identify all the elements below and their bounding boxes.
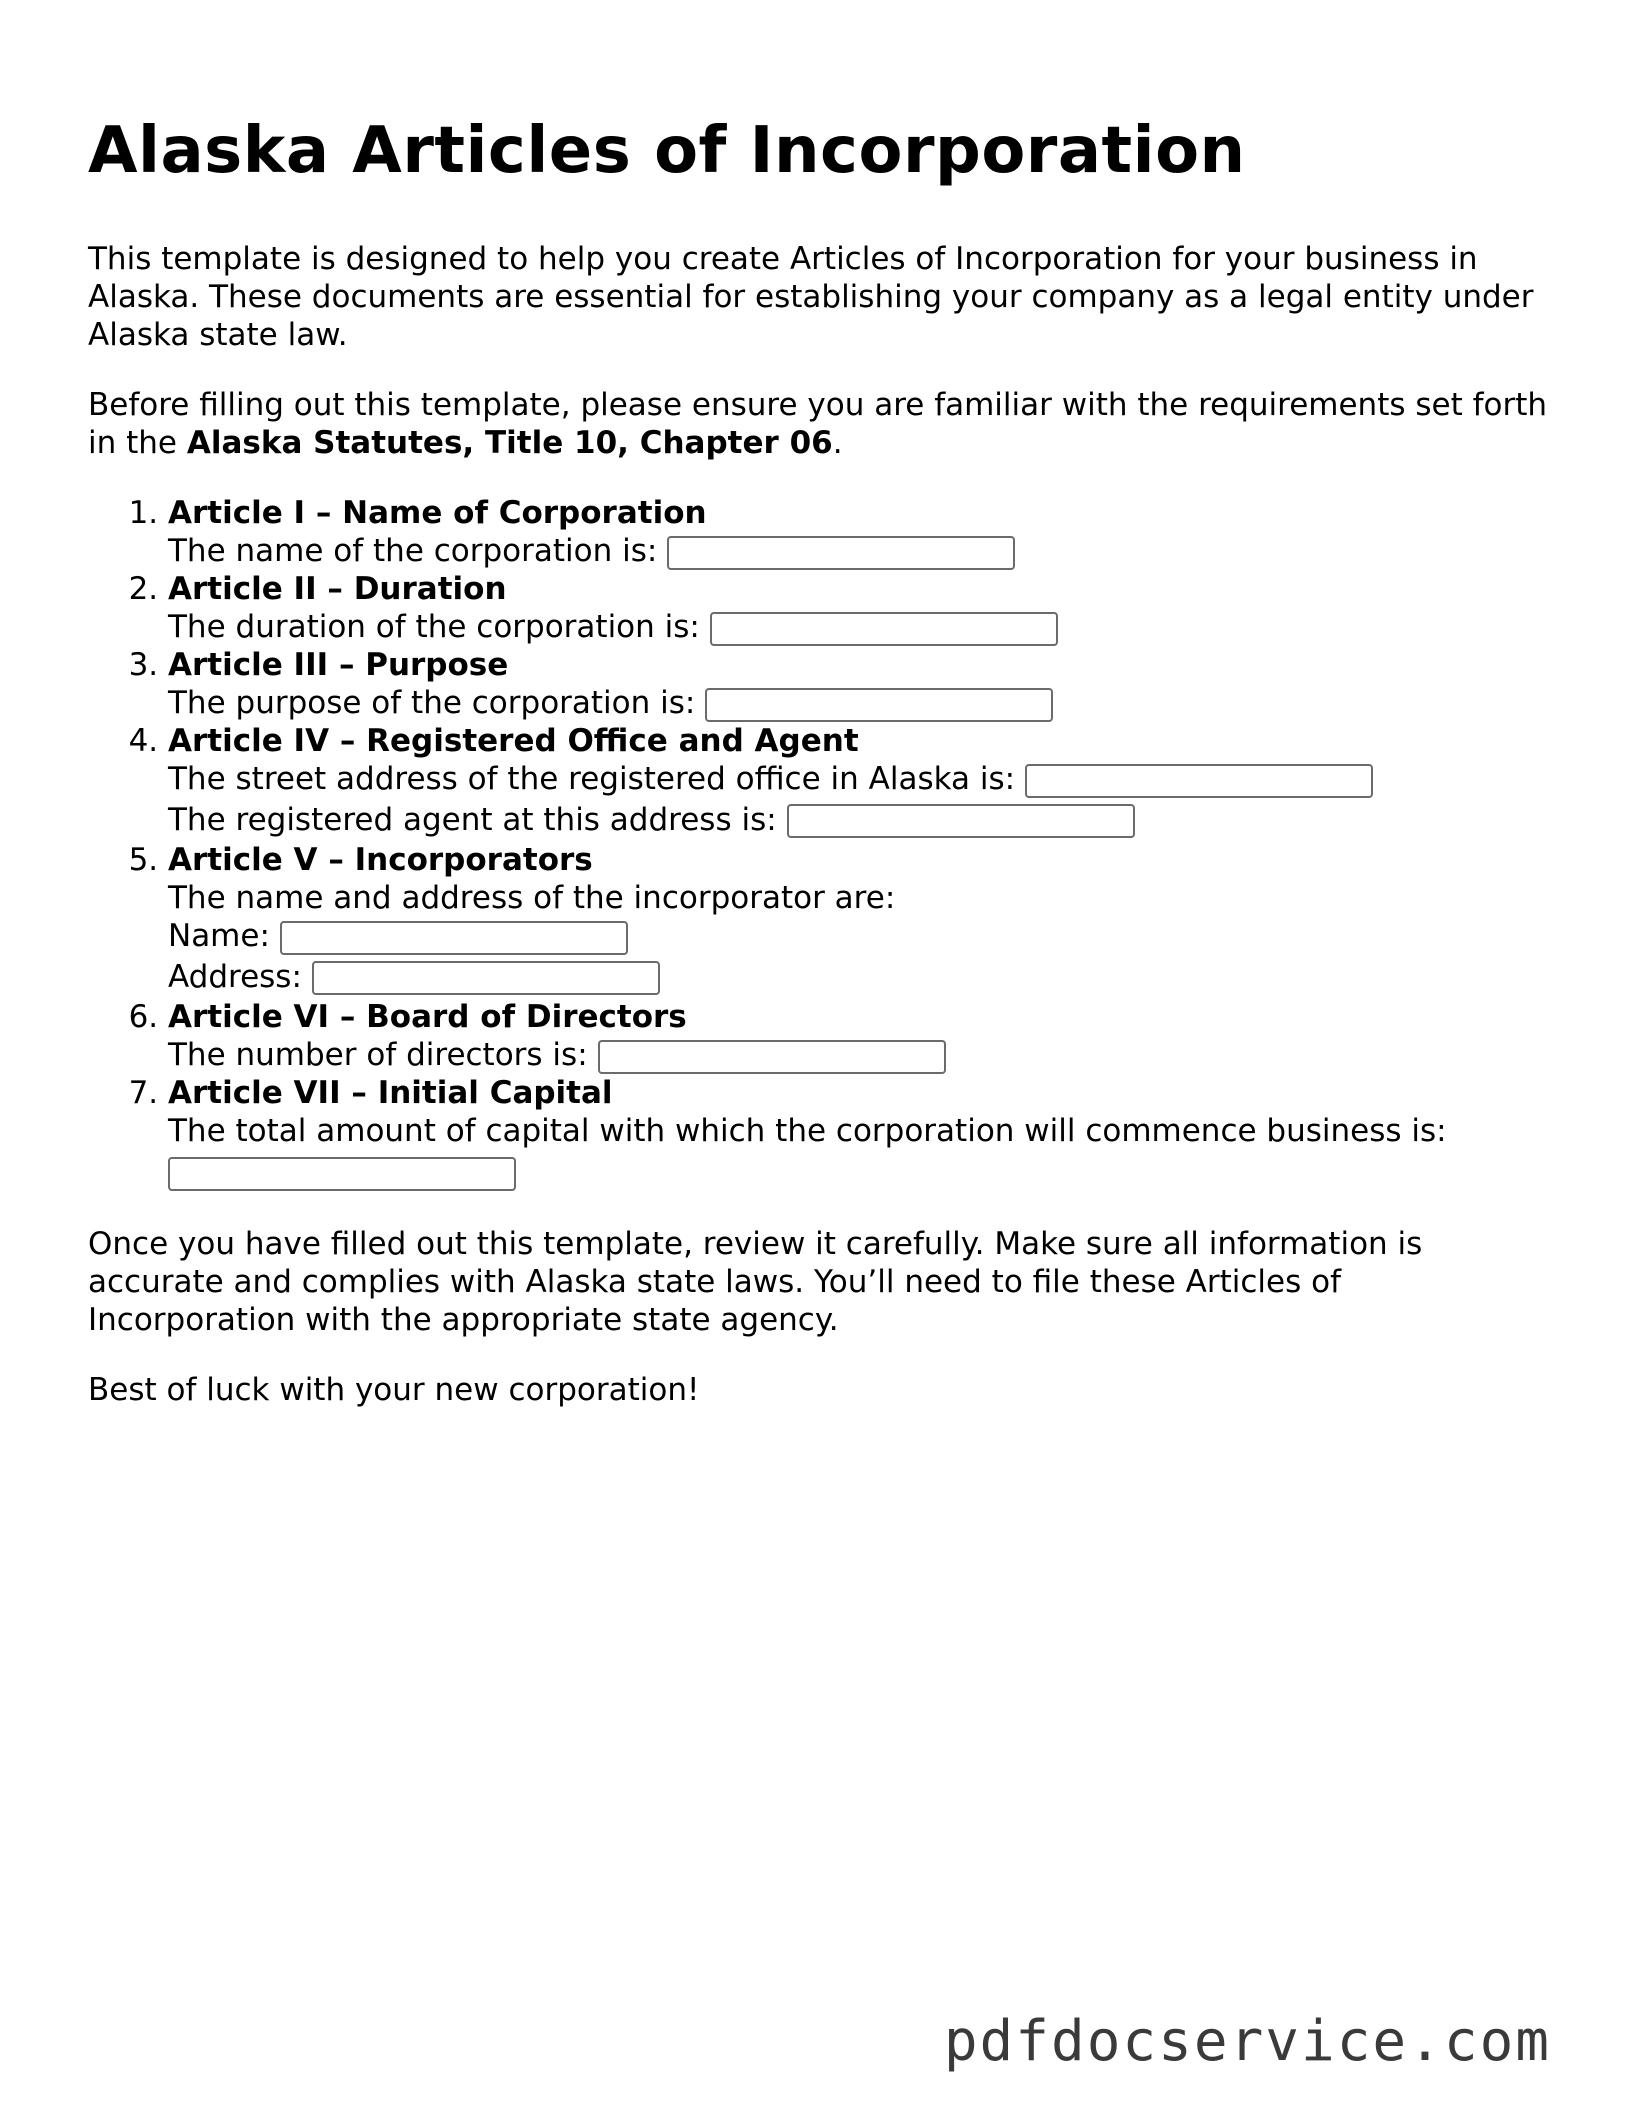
corporation-name-label: The name of the corporation is: bbox=[168, 533, 658, 569]
article-7-title: 7. Article VII – Initial Capital bbox=[168, 1075, 613, 1111]
incorporator-address-input[interactable] bbox=[312, 961, 660, 995]
page-title: Alaska Articles of Incorporation bbox=[88, 114, 1246, 188]
article-3-title: 3. Article III – Purpose bbox=[168, 647, 509, 683]
article-6-title: 6. Article VI – Board of Directors bbox=[168, 999, 687, 1035]
article-4 bbox=[168, 722, 1548, 841]
registered-agent-input[interactable] bbox=[787, 804, 1135, 838]
incorporator-name-input[interactable] bbox=[280, 921, 628, 955]
statute-reference: Alaska Statutes, Title 10, Chapter 06 bbox=[186, 425, 833, 461]
capital-label: The total amount of capital with which the corporation will commence business is: bbox=[168, 1113, 1447, 1149]
article-3 bbox=[168, 646, 1548, 722]
document-page bbox=[88, 108, 1548, 1409]
article-4-row-agent bbox=[168, 801, 1548, 842]
article-3-row bbox=[168, 684, 1548, 722]
article-1-title: 1. Article I – Name of Corporation bbox=[168, 495, 707, 531]
farewell-text: Best of luck with your new corporation! bbox=[88, 1371, 700, 1408]
brand-watermark: pdfdocservice.com bbox=[943, 2009, 1551, 2074]
directors-input[interactable] bbox=[598, 1040, 946, 1074]
requirements-suffix: . bbox=[832, 425, 843, 461]
registered-agent-label: The registered agent at this address is: bbox=[168, 801, 777, 838]
duration-label: The duration of the corporation is: bbox=[168, 609, 700, 645]
article-2-title: 2. Article II – Duration bbox=[168, 571, 507, 607]
article-7 bbox=[168, 1074, 1548, 1191]
articles-list bbox=[88, 494, 1548, 1191]
article-1 bbox=[168, 494, 1548, 570]
article-4-row-office bbox=[168, 760, 1548, 801]
article-6 bbox=[168, 998, 1548, 1074]
article-2 bbox=[168, 570, 1548, 646]
corporation-name-input[interactable] bbox=[667, 536, 1015, 570]
incorporator-intro: The name and address of the incorporator are: bbox=[168, 880, 896, 916]
article-5-row-address bbox=[168, 958, 1548, 999]
requirements-paragraph bbox=[88, 386, 1548, 462]
article-5-row-name bbox=[168, 917, 1548, 958]
incorporator-name-label: Name: bbox=[168, 918, 270, 954]
purpose-input[interactable] bbox=[705, 688, 1053, 722]
article-5 bbox=[168, 841, 1548, 998]
article-2-row bbox=[168, 608, 1548, 646]
requirements-prefix: Before filling out this template, please ensure you are familiar with the requirements set forth in the bbox=[88, 387, 1548, 461]
article-1-row bbox=[168, 532, 1548, 570]
duration-input[interactable] bbox=[710, 612, 1058, 646]
closing-paragraph: Once you have filled out this template, review it carefully. Make sure all information is accurate and complies with Alaska state laws. You’ll need to file these Articles of Incorporation with the appropriate state agency. bbox=[88, 1225, 1423, 1338]
registered-office-input[interactable] bbox=[1025, 764, 1373, 798]
article-5-title: 5. Article V – Incorporators bbox=[168, 842, 593, 878]
directors-label: The number of directors is: bbox=[168, 1037, 588, 1073]
purpose-label: The purpose of the corporation is: bbox=[168, 685, 696, 721]
registered-office-label: The street address of the registered office in Alaska is: bbox=[168, 761, 1016, 797]
incorporator-address-label: Address: bbox=[168, 958, 302, 995]
article-4-title: 4. Article IV – Registered Office and Agent bbox=[168, 723, 859, 759]
intro-paragraph: This template is designed to help you create Articles of Incorporation for your business in Alaska. These documents are essential for establishing your company as a legal entity under Alaska state law. bbox=[88, 241, 1534, 353]
article-6-row bbox=[168, 1036, 1548, 1074]
capital-input[interactable] bbox=[168, 1157, 516, 1191]
